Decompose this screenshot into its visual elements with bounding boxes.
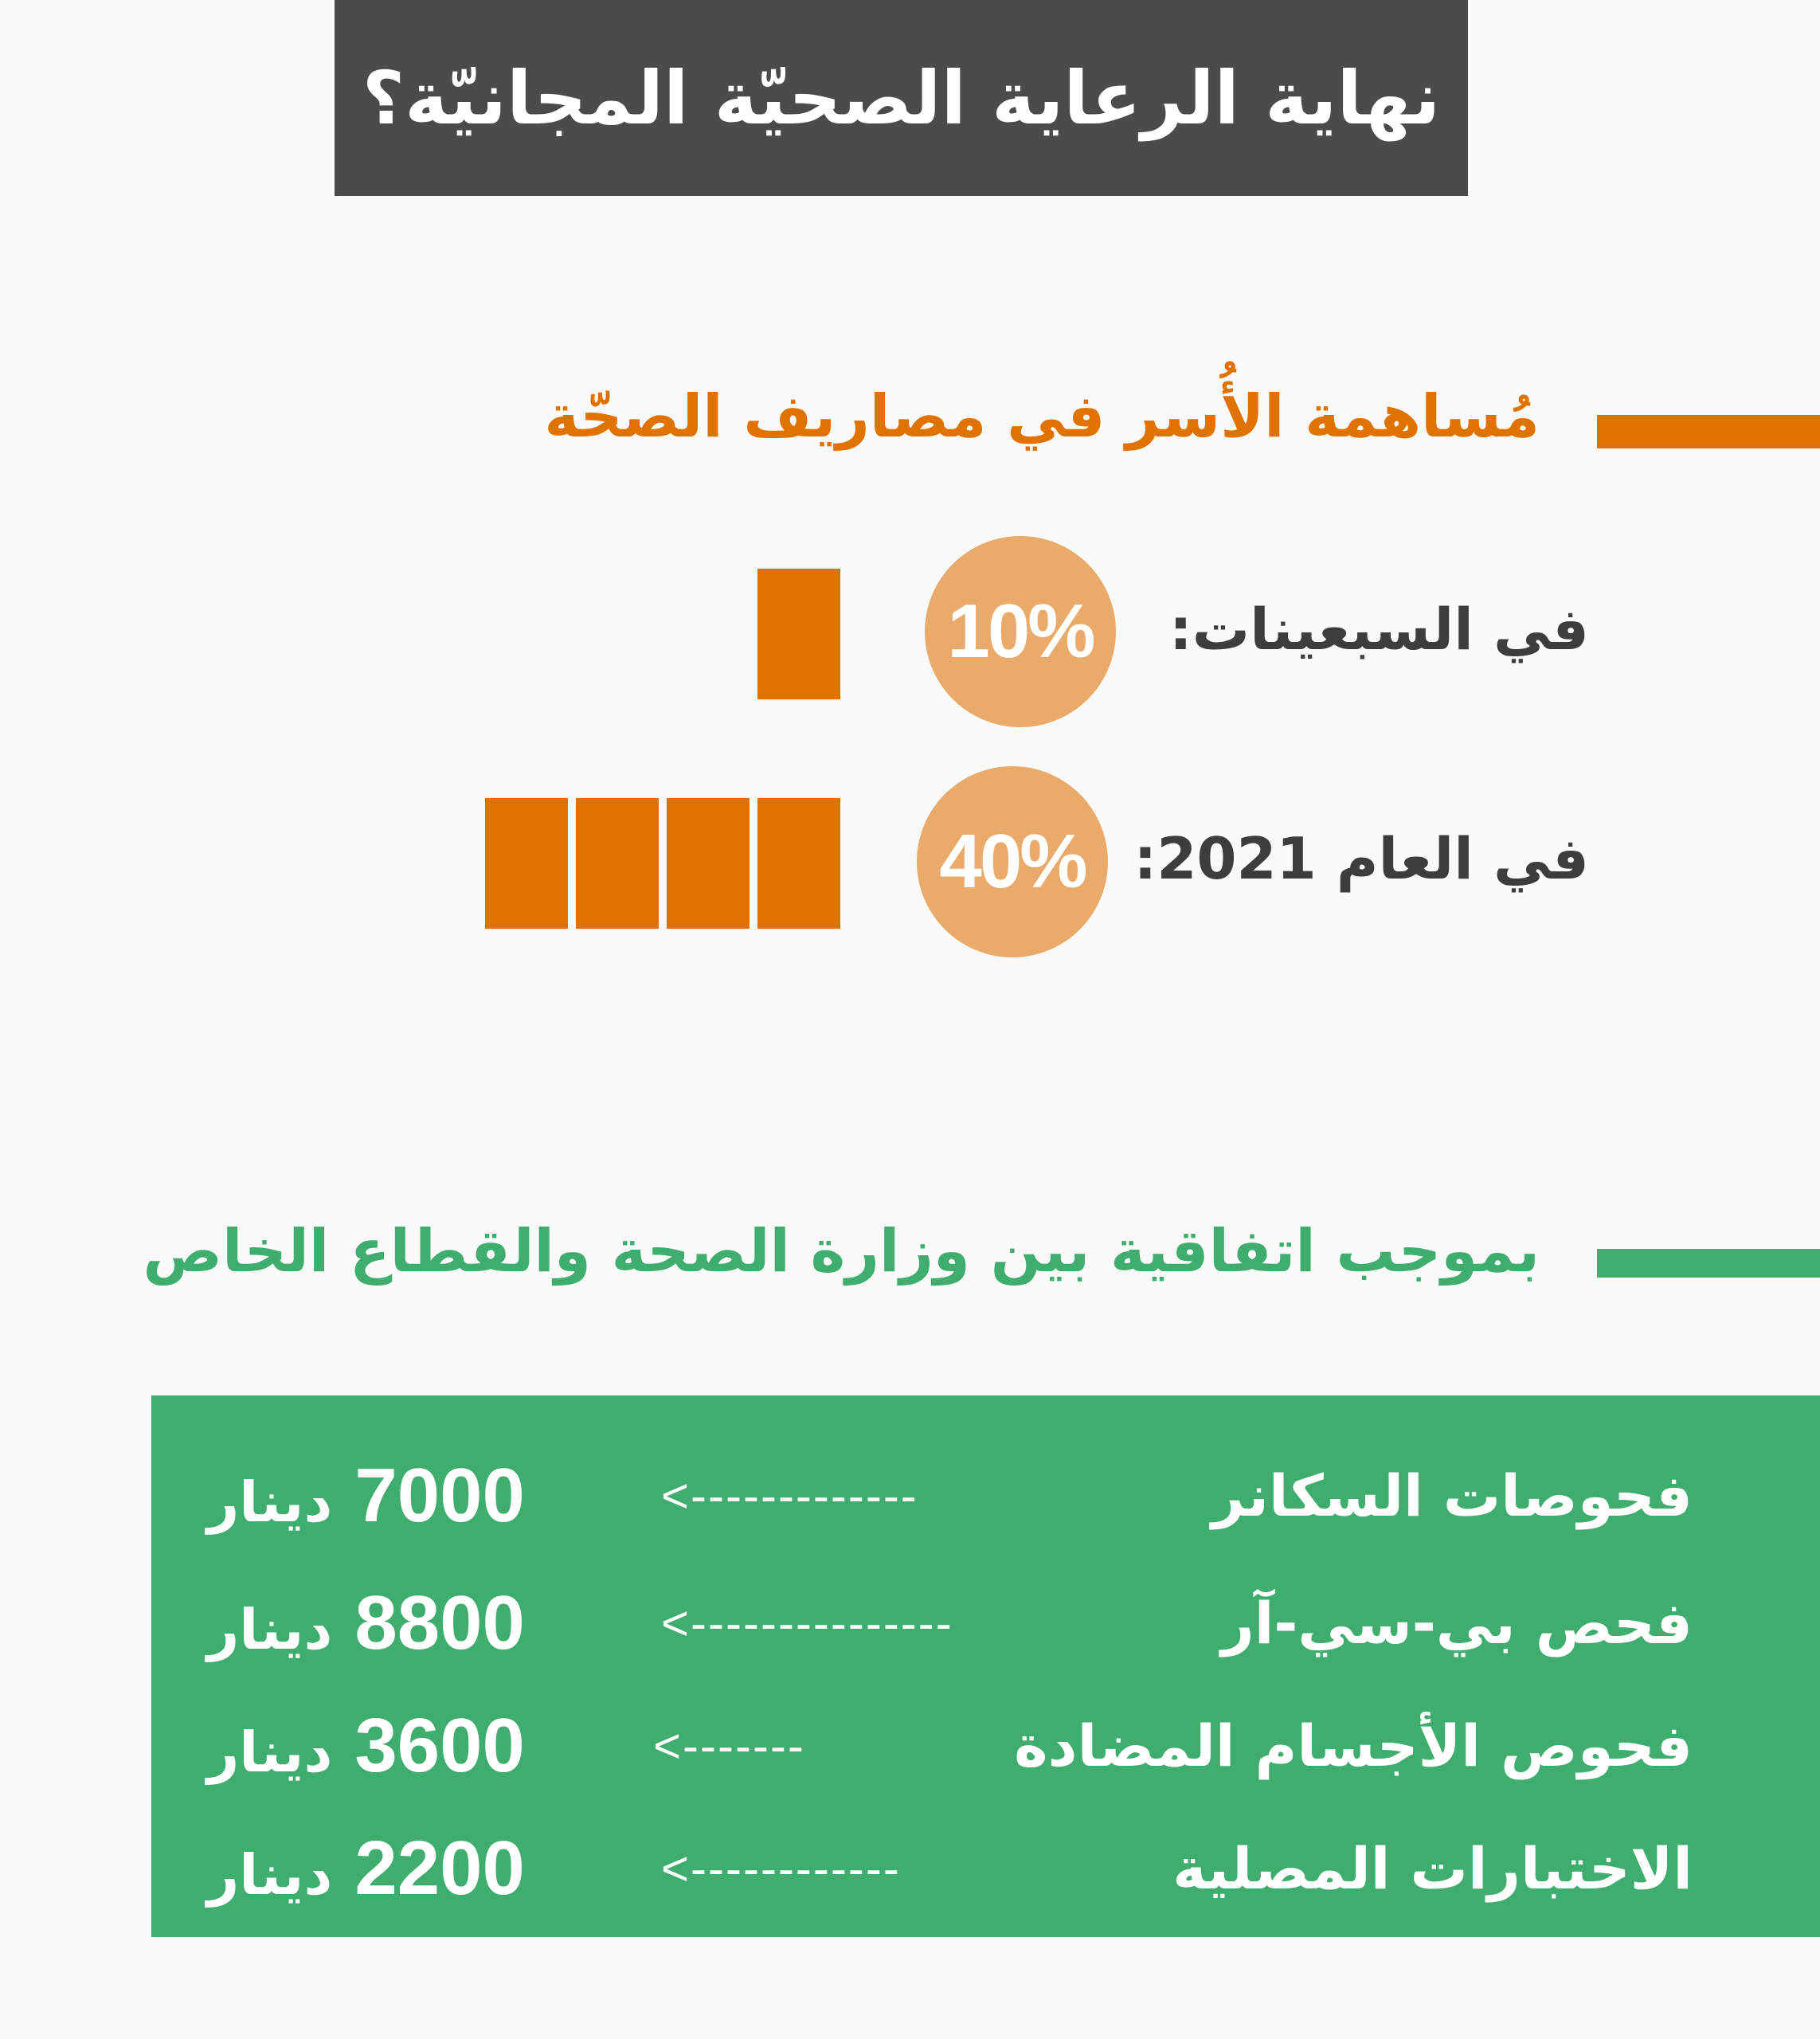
row-label-seventies: في السبعينات: [1168, 596, 1589, 663]
price-row [151, 1813, 1820, 1924]
price-number: 7000 [354, 1453, 525, 1538]
percent-value-seventies: 10% [947, 589, 1094, 674]
price-label: الاختبارات المصلية [1172, 1835, 1693, 1902]
row-label-2021: في العام 2021: [1133, 825, 1589, 892]
price-number: 3600 [354, 1703, 525, 1788]
price-label: فحص بي-سي-آر [1221, 1590, 1693, 1657]
share-block [485, 798, 568, 929]
percent-circle-seventies [925, 536, 1116, 727]
blocks-2021 [485, 798, 840, 929]
share-block [667, 798, 750, 929]
price-currency: دينار [207, 1470, 333, 1535]
section1-accent-bar [1597, 415, 1820, 448]
price-row [151, 1690, 1820, 1802]
price-label: فحوص الأجسام المضادة [1014, 1712, 1693, 1779]
percent-value-2021: 40% [939, 819, 1086, 904]
blocks-seventies [757, 569, 840, 699]
arrow-connector: <------------- [661, 1469, 918, 1523]
price-currency: دينار [207, 1720, 333, 1785]
share-block [757, 798, 840, 929]
price-amount [207, 1825, 525, 1912]
section2-title: بموجب اتفاقية بين وزارة الصحة والقطاع الخاص [143, 1217, 1540, 1286]
price-list-panel [151, 1395, 1820, 1937]
arrow-connector: <------- [653, 1719, 805, 1773]
price-amount [207, 1579, 525, 1667]
share-block [757, 569, 840, 699]
arrow-connector: <------------ [661, 1841, 901, 1896]
share-block [576, 798, 659, 929]
price-amount [207, 1452, 525, 1540]
price-row [151, 1567, 1820, 1679]
section1-title: مُساهمة الأُسر في مصاريف الصحّة [544, 382, 1540, 451]
price-row [151, 1440, 1820, 1552]
price-amount [207, 1702, 525, 1790]
price-number: 8800 [354, 1580, 525, 1665]
price-label: فحوصات السكانر [1211, 1462, 1693, 1529]
price-number: 2200 [354, 1826, 525, 1911]
section2-accent-bar [1597, 1249, 1820, 1278]
price-currency: دينار [207, 1597, 333, 1662]
title-banner [335, 0, 1468, 196]
page-title: نهاية الرعاية الصحيّة المجانيّة؟ [362, 55, 1441, 141]
percent-circle-2021 [917, 766, 1108, 957]
price-currency: دينار [207, 1842, 333, 1908]
arrow-connector: <--------------- [661, 1596, 953, 1650]
